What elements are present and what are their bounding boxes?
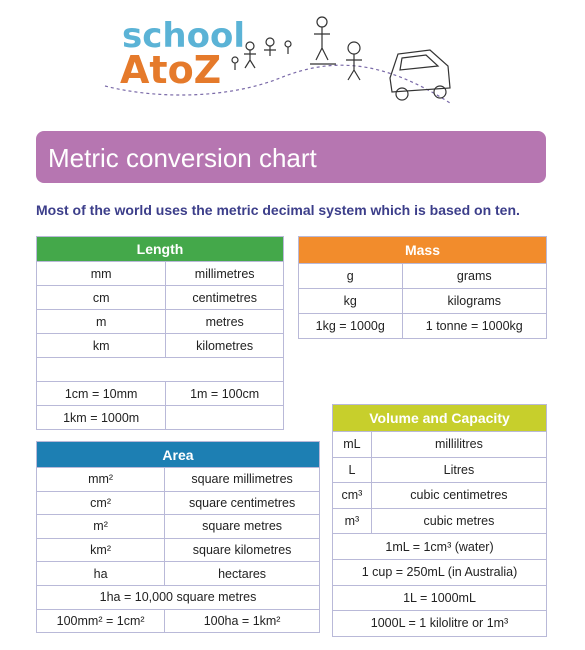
unit-name: millilitres bbox=[371, 432, 546, 458]
unit-name: millimetres bbox=[166, 262, 284, 286]
table-row bbox=[299, 314, 547, 339]
title-banner bbox=[36, 131, 546, 183]
table-row bbox=[37, 382, 284, 406]
volume-header: Volume and Capacity bbox=[333, 405, 547, 432]
table-row bbox=[37, 538, 320, 562]
unit-name: grams bbox=[402, 264, 547, 289]
conversion-cell: 1 cup = 250mL (in Australia) bbox=[333, 559, 547, 585]
unit-name: kilograms bbox=[402, 289, 547, 314]
unit-name: hectares bbox=[165, 562, 320, 586]
unit-symbol: g bbox=[299, 264, 403, 289]
unit-name: cubic metres bbox=[371, 508, 546, 534]
logo-school-text: school bbox=[122, 16, 245, 56]
unit-name: square millimetres bbox=[165, 468, 320, 492]
unit-symbol: mm bbox=[37, 262, 166, 286]
table-row bbox=[37, 491, 320, 515]
unit-symbol: km bbox=[37, 334, 166, 358]
area-table bbox=[36, 441, 320, 633]
empty-cell bbox=[37, 358, 284, 382]
mass-header: Mass bbox=[299, 237, 547, 264]
school-a-to-z-logo[interactable] bbox=[100, 8, 460, 108]
table-row bbox=[37, 406, 284, 430]
table-row bbox=[37, 310, 284, 334]
unit-name: centimetres bbox=[166, 286, 284, 310]
length-header: Length bbox=[37, 237, 284, 262]
table-row bbox=[37, 515, 320, 539]
unit-symbol: cm³ bbox=[333, 483, 372, 509]
unit-symbol: m² bbox=[37, 515, 165, 539]
conversion-cell bbox=[166, 406, 284, 430]
unit-name: Litres bbox=[371, 457, 546, 483]
unit-symbol: m³ bbox=[333, 508, 372, 534]
table-row bbox=[37, 562, 320, 586]
conversion-cell: 1000L = 1 kilolitre or 1m³ bbox=[333, 611, 547, 637]
table-row bbox=[37, 286, 284, 310]
intro-text: Most of the world uses the metric decimal system which is based on ten. bbox=[36, 202, 520, 218]
unit-symbol: L bbox=[333, 457, 372, 483]
page-title: Metric conversion chart bbox=[48, 143, 317, 173]
unit-name: metres bbox=[166, 310, 284, 334]
table-row bbox=[333, 559, 547, 585]
table-row bbox=[333, 534, 547, 560]
table-row bbox=[299, 289, 547, 314]
unit-name: cubic centimetres bbox=[371, 483, 546, 509]
conversion-cell: 100ha = 1km² bbox=[165, 609, 320, 633]
conversion-cell: 100mm² = 1cm² bbox=[37, 609, 165, 633]
table-row bbox=[333, 432, 547, 458]
table-row bbox=[333, 611, 547, 637]
unit-name: square centimetres bbox=[165, 491, 320, 515]
conversion-cell: 1mL = 1cm³ (water) bbox=[333, 534, 547, 560]
volume-table bbox=[332, 404, 547, 637]
conversion-cell: 1km = 1000m bbox=[37, 406, 166, 430]
conversion-cell: 1kg = 1000g bbox=[299, 314, 403, 339]
table-row bbox=[37, 609, 320, 633]
length-table bbox=[36, 236, 284, 430]
unit-symbol: kg bbox=[299, 289, 403, 314]
conversion-cell: 1ha = 10,000 square metres bbox=[37, 585, 320, 609]
conversion-cell: 1 tonne = 1000kg bbox=[402, 314, 547, 339]
conversion-cell: 1L = 1000mL bbox=[333, 585, 547, 611]
area-header: Area bbox=[37, 442, 320, 468]
table-row bbox=[37, 468, 320, 492]
table-row bbox=[333, 483, 547, 509]
unit-name: square metres bbox=[165, 515, 320, 539]
table-row bbox=[333, 585, 547, 611]
unit-symbol: mm² bbox=[37, 468, 165, 492]
mass-table bbox=[298, 236, 547, 339]
conversion-cell: 1cm = 10mm bbox=[37, 382, 166, 406]
unit-symbol: m bbox=[37, 310, 166, 334]
table-row bbox=[37, 585, 320, 609]
unit-name: square kilometres bbox=[165, 538, 320, 562]
unit-symbol: mL bbox=[333, 432, 372, 458]
unit-symbol: cm² bbox=[37, 491, 165, 515]
unit-symbol: cm bbox=[37, 286, 166, 310]
logo-atoz-text: AtoZ bbox=[120, 48, 222, 92]
unit-symbol: km² bbox=[37, 538, 165, 562]
table-row-empty bbox=[37, 358, 284, 382]
table-row bbox=[333, 457, 547, 483]
table-row bbox=[37, 262, 284, 286]
table-row bbox=[37, 334, 284, 358]
table-row bbox=[299, 264, 547, 289]
unit-name: kilometres bbox=[166, 334, 284, 358]
conversion-cell: 1m = 100cm bbox=[166, 382, 284, 406]
table-row bbox=[333, 508, 547, 534]
unit-symbol: ha bbox=[37, 562, 165, 586]
